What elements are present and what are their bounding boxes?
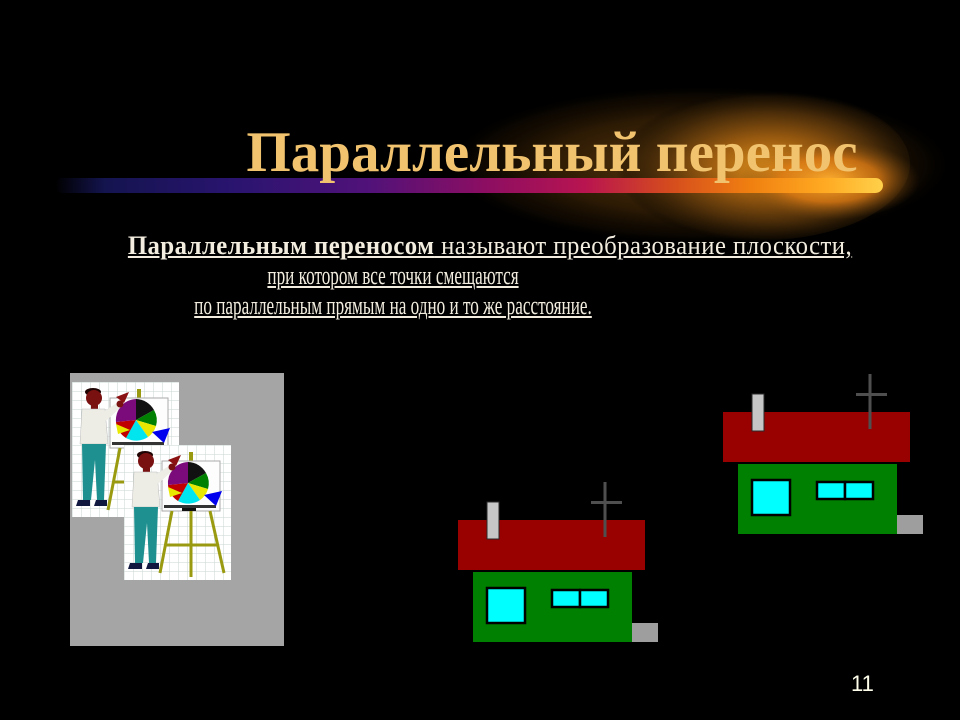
definition-line-1-rest: называют преобразование плоскости, <box>434 231 853 260</box>
definition-term: Параллельным переносом <box>127 231 435 260</box>
slide-title: Параллельный перенос <box>246 121 858 185</box>
houses-illustration <box>0 370 960 670</box>
definition-line-2: при котором все точки смещаются <box>267 261 519 290</box>
page-number: 11 <box>851 671 874 696</box>
definition-line-3: по параллельным прямым на одно и то же расстояние. <box>194 291 592 320</box>
house-original <box>458 482 658 642</box>
definition-lines-2-3 <box>160 261 626 321</box>
definition-line-1 <box>34 231 946 261</box>
house-translated-copy <box>723 374 923 534</box>
